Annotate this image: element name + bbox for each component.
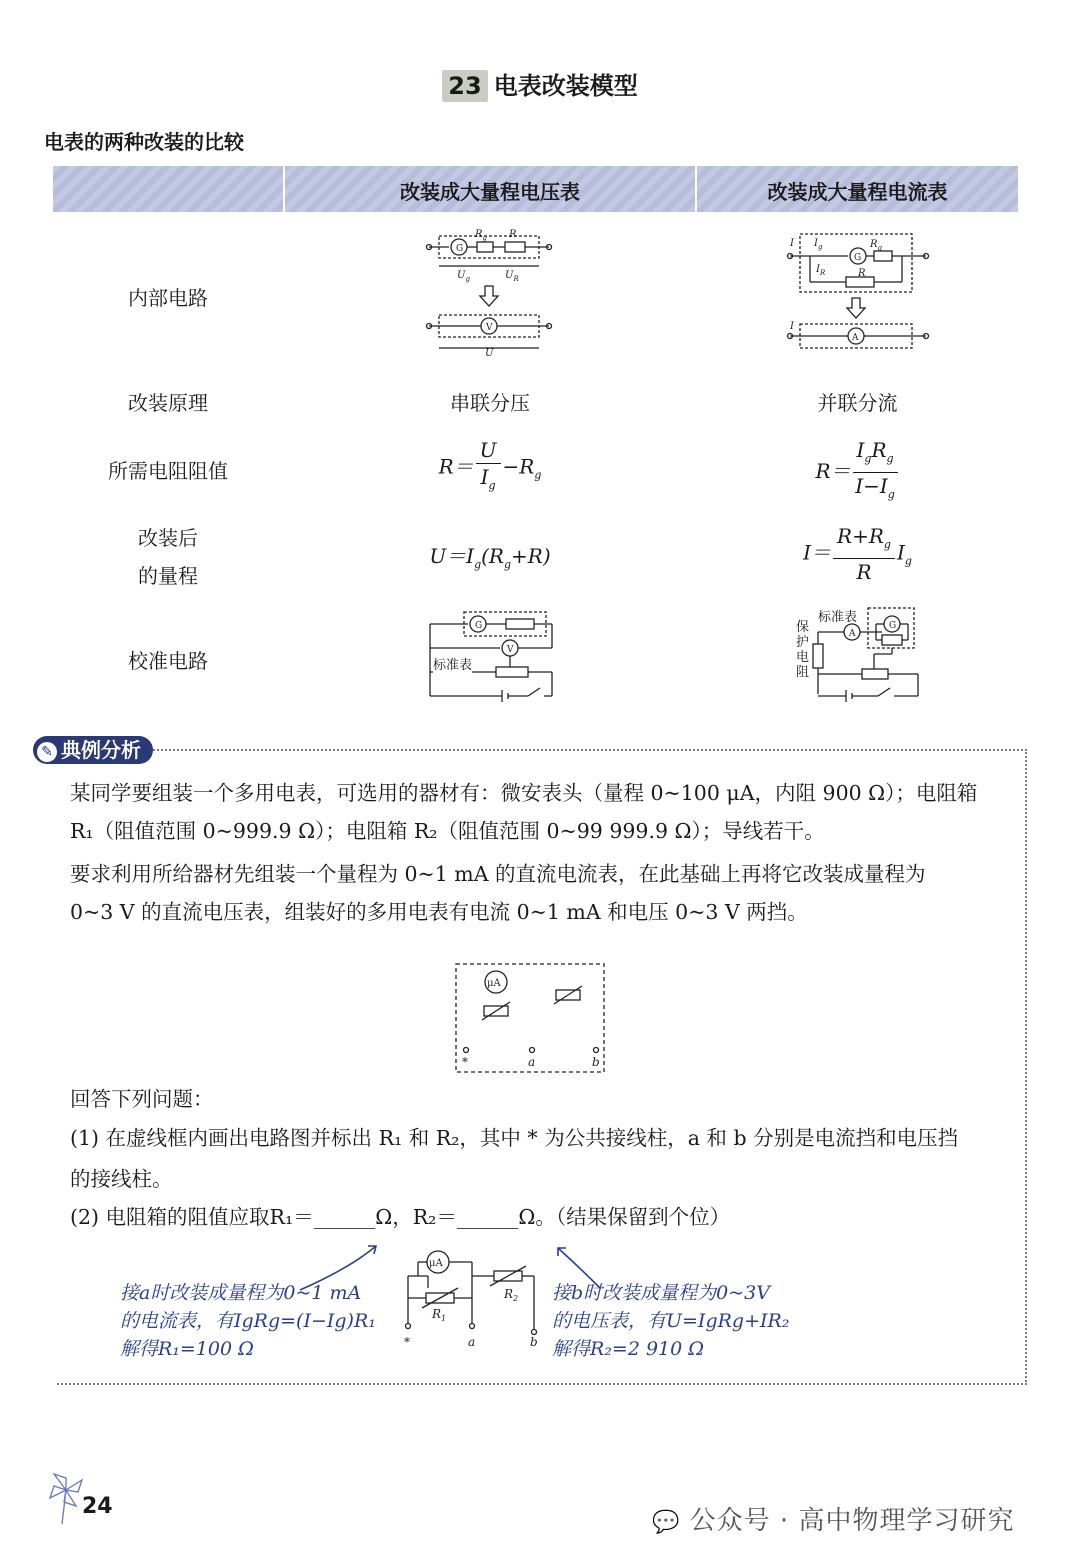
- svg-text:V: V: [486, 323, 493, 333]
- example-tag: [33, 736, 153, 764]
- svg-text:G: G: [889, 621, 897, 631]
- row-label-circuit: 内部电路: [128, 286, 208, 310]
- svg-text:IR: $I_R$: [816, 264, 826, 277]
- row-label-principle: 改装原理: [128, 391, 208, 415]
- note-right-1: 接b时改装成量程为0~3V: [552, 1282, 770, 1304]
- example-para-3: 要求利用所给器材先组装一个量程为 0~1 mA 的直流电流表，在此基础上再将它改装成量程为: [70, 862, 926, 886]
- chapter-title: 电表改装模型: [493, 72, 638, 100]
- svg-text:A: A: [852, 333, 859, 343]
- formula-voltage-range: $U=I_g(R_g+R)$: [429, 544, 551, 571]
- label-protect-resistor: 保护电阻: [796, 620, 810, 680]
- svg-text:R: R: [509, 229, 517, 240]
- svg-text:b: b: [530, 1335, 538, 1349]
- question-2: (2) 电阻箱的阻值应取R₁＝______Ω，R₂＝______Ω。（结果保留到个位）: [70, 1205, 731, 1229]
- question-1b: 的接线柱。: [70, 1167, 173, 1191]
- note-left-3: 解得R₁=100 Ω: [120, 1338, 254, 1360]
- example-para-1: 某同学要组装一个多用电表，可选用的器材有：微安表头（量程 0~100 μA，内阻 900 Ω）；电阻箱: [70, 781, 978, 805]
- principle-voltage: 串联分压: [450, 391, 530, 415]
- example-para-4: 0~3 V 的直流电压表，组装好的多用电表有电流 0~1 mA 和电压 0~3 V 两挡。: [70, 900, 808, 924]
- page-title: [0, 66, 1080, 102]
- svg-text:A: A: [849, 629, 856, 639]
- row-label-range-2: 的量程: [138, 564, 198, 588]
- section-subtitle: 电表的两种改装的比较: [44, 130, 244, 154]
- note-left-2: 的电流表，有IgRg=(I−Ig)R₁: [120, 1310, 376, 1332]
- page-number: 24: [82, 1494, 113, 1519]
- svg-text:G: G: [456, 244, 464, 254]
- formula-voltage-resistance: R＝ $\frac{U}{I_g}$ $-R_g$: [438, 438, 542, 492]
- example-icon: ✎: [37, 742, 57, 762]
- example-tag-label: 典例分析: [61, 738, 141, 762]
- svg-text:a: a: [528, 1055, 536, 1069]
- svg-text:R1: $R_1$: [432, 1307, 447, 1323]
- svg-text:I: I: [790, 238, 794, 249]
- note-left-1: 接a时改装成量程为0~1 mA: [120, 1282, 362, 1304]
- svg-text:UR: $U_R$: [505, 270, 519, 283]
- svg-text:*: *: [404, 1335, 410, 1349]
- svg-text:R2: $R_2$: [504, 1287, 519, 1303]
- pinwheel-icon: [46, 1468, 86, 1526]
- question-1a: (1) 在虚线框内画出电路图并标出 R₁ 和 R₂，其中 * 为公共接线柱，a 和 b 分别是电流挡和电压挡: [70, 1126, 959, 1150]
- svg-text:Ig: $I_g$: [814, 238, 823, 251]
- svg-text:U: U: [485, 348, 494, 359]
- chapter-number: 23: [442, 70, 487, 102]
- formula-current-range: I＝ $\frac{R+R_g}{R}$ $I_g$: [803, 524, 912, 584]
- svg-text:*: *: [462, 1055, 468, 1069]
- principle-current: 并联分流: [817, 391, 898, 415]
- table-header: [53, 166, 1018, 212]
- svg-text:G: G: [475, 621, 483, 631]
- row-label-calibration: 校准电路: [128, 649, 208, 673]
- watermark: [652, 1500, 1014, 1537]
- label-standard-meter-a: 标准表: [818, 610, 858, 625]
- label-standard-meter-v: 标准表: [433, 654, 472, 673]
- note-right-2: 的电压表，有U=IgRg+IR₂: [552, 1310, 790, 1332]
- note-right-3: 解得R₂=2 910 Ω: [552, 1338, 705, 1360]
- header-voltage: 改装成大量程电压表: [400, 180, 580, 204]
- blank-circuit-box: [454, 962, 606, 1074]
- svg-text:R: R: [858, 268, 866, 279]
- svg-text:b: b: [592, 1055, 600, 1069]
- svg-text:I: I: [790, 321, 794, 332]
- header-current: 改装成大量程电流表: [767, 180, 948, 204]
- row-label-range-1: 改装后: [138, 526, 198, 550]
- svg-text:V: V: [507, 645, 514, 655]
- row-label-resistance: 所需电阻阻值: [108, 459, 228, 483]
- svg-text:G: G: [854, 253, 862, 263]
- formula-current-resistance: R＝ $\frac{I_gR_g}{I-I_g}$: [697, 437, 1018, 508]
- ammeter-internal-circuit: [786, 230, 936, 360]
- svg-text:Ug: $U_g$: [457, 270, 470, 283]
- svg-text:μA: μA: [487, 978, 501, 989]
- watermark-text: 公众号 · 高中物理学习研究: [689, 1506, 1015, 1536]
- svg-text:μA: μA: [429, 1258, 443, 1269]
- example-para-2: R₁（阻值范围 0~999.9 Ω）；电阻箱 R₂（阻值范围 0~99 999.9 Ω）；导线若干。: [70, 819, 825, 843]
- svg-text:Rg: $R_g$: [870, 239, 883, 252]
- wechat-icon: 💬: [652, 1510, 681, 1535]
- svg-text:Rg: $R_g$: [475, 229, 488, 242]
- question-intro: 回答下列问题：: [70, 1087, 214, 1111]
- voltmeter-internal-circuit: [425, 222, 555, 362]
- svg-text:a: a: [468, 1335, 476, 1349]
